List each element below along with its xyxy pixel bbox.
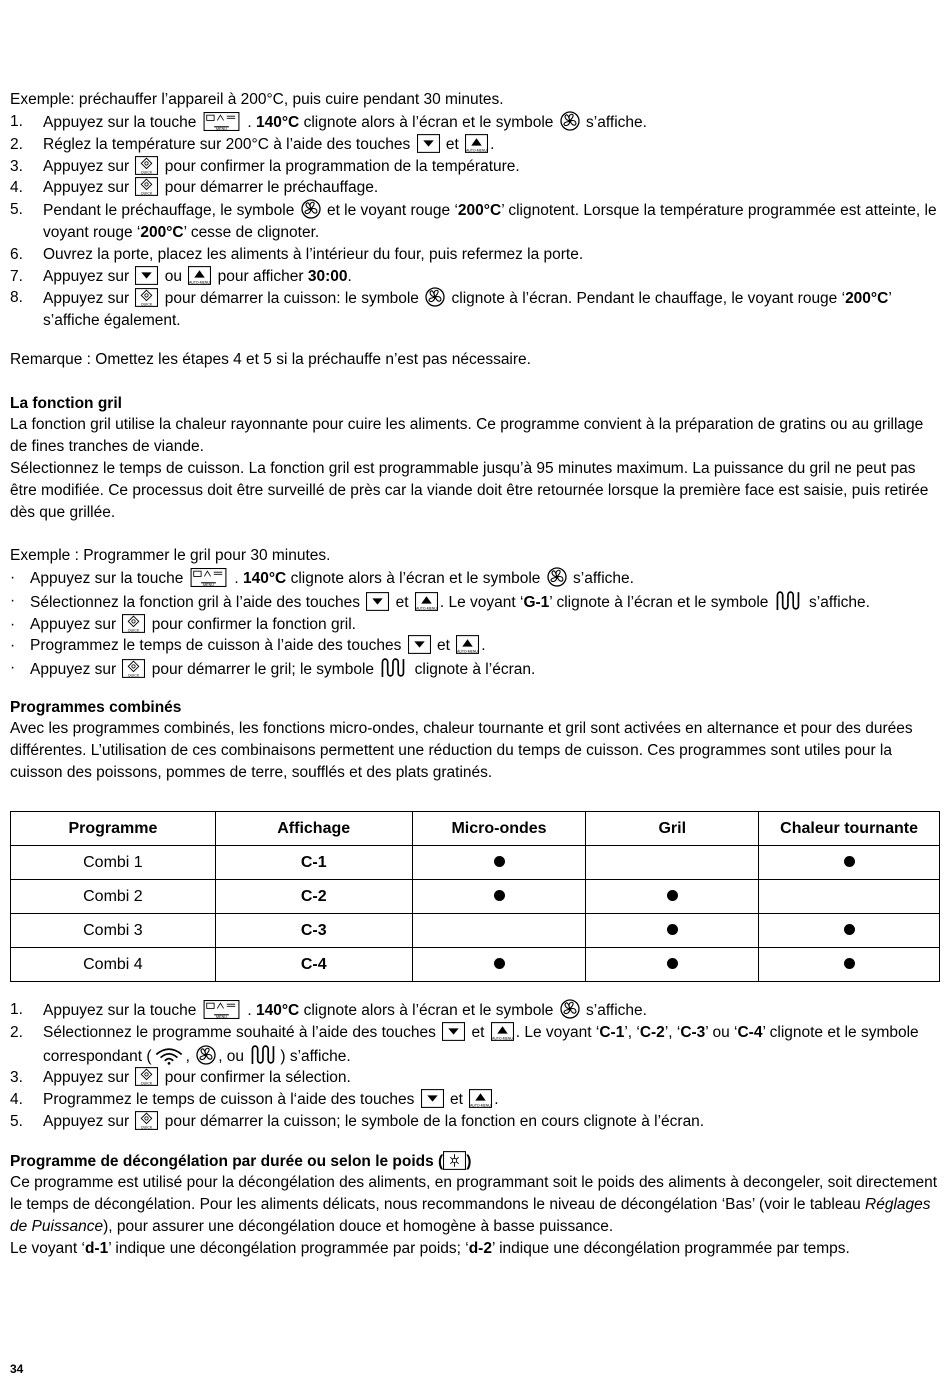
defrost-paragraph-1: Ce programme est utilisé pour la décongélation des aliments, en programmant soit le poids des aliments à decongeler, soit directement le temps de décongélation. Pour les aliments délicats, nous recommandons le niveau de décongélation ‘Bas’ (voir le tableau Réglages de Puissance), pour assurer une décongélation douce et homogène à basse puissance. — [10, 1174, 938, 1235]
list-item: 6. Ouvrez la porte, placez les aliments à l’intérieur du four, puis refermez la porte. — [10, 245, 584, 263]
grill-cell — [586, 846, 759, 880]
page-number: 34 — [10, 1362, 24, 1376]
menu-key-icon — [198, 112, 245, 131]
list-item: 5. Pendant le préchauffage, le symbole et le voyant rouge ‘200°C’ clignotent. Lorsque la température programmée est atteinte, le voyant rouge ‘200°C’ cesse de clignoter. — [10, 201, 937, 241]
grill-icon — [380, 657, 408, 678]
display-cell: C-2 — [215, 880, 412, 914]
grill-paragraph-2: Sélectionnez le temps de cuisson. La fonction gril est programmable jusqu’à 95 minutes maximum. La puissance du gril ne peut pas être modifiée. Ce processus doit être surveillé de près car la viande doit être retournée lorsque la première face est saisie, puis retirée dès que grillée. — [10, 460, 929, 521]
up-key-icon — [415, 592, 438, 611]
combi-table — [10, 811, 940, 982]
list-item: 5. Appuyez sur pour démarrer la cuisson; le symbole de la fonction en cours clignote à l’écran. — [10, 1112, 705, 1130]
active-dot — [667, 958, 678, 969]
combi-paragraph: Avec les programmes combinés, les fonctions micro-ondes, chaleur tournante et gril sont activées en alternance et pour des durées différentes. L’utilisation de ces combinaisons permettent une réduction du temps de cuisson. Ces programmes sont utiles pour la cuisson des poissons, pommes de terre, soufflés et des plats gratinés. — [10, 720, 913, 781]
program-cell: Combi 2 — [11, 880, 216, 914]
list-item: · Appuyez sur pour confirmer la fonction gril. — [10, 615, 356, 633]
list-item: 1. Appuyez sur la touche . 140°C clignote alors à l’écran et le symbole s’affiche. — [10, 1001, 647, 1019]
down-key-icon — [421, 1089, 444, 1108]
active-dot — [844, 856, 855, 867]
grill-title: La fonction gril — [10, 395, 122, 412]
active-dot — [844, 924, 855, 935]
quick-start-key-icon — [135, 1111, 158, 1130]
microwave-cell — [412, 914, 586, 948]
list-item: 8. Appuyez sur pour démarrer la cuisson: le symbole clignote à l’écran. Pendant le chauffage, le voyant rouge ‘200°C’ s’affiche également. — [10, 289, 892, 330]
down-key-icon — [135, 266, 158, 285]
down-key-icon — [442, 1022, 465, 1041]
table-row — [11, 914, 940, 948]
list-item: 7. Appuyez sur ou pour afficher 30:00. — [10, 267, 352, 285]
active-dot — [494, 958, 505, 969]
list-item: 3. Appuyez sur pour confirmer la programmation de la température. — [10, 157, 520, 175]
combi-steps — [10, 999, 940, 1133]
list-item: · Programmez le temps de cuisson à l’aide des touches et . — [10, 637, 486, 655]
active-dot — [494, 890, 505, 901]
convection-cell — [759, 880, 940, 914]
table-row — [11, 846, 940, 880]
microwave-cell — [412, 880, 586, 914]
fan-icon — [560, 111, 580, 131]
grill-example: Exemple : Programmer le gril pour 30 minutes. — [10, 547, 331, 564]
program-cell: Combi 4 — [11, 948, 216, 982]
defrost-title: Programme de décongélation par durée ou selon le poids ( ) — [10, 1153, 472, 1170]
fan-icon — [560, 999, 580, 1019]
up-key-icon — [469, 1089, 492, 1108]
list-item: 4. Appuyez sur pour démarrer le préchauffage. — [10, 179, 379, 197]
column-header: Micro-ondes — [412, 812, 586, 846]
defrost-icon — [443, 1151, 466, 1170]
menu-key-icon — [185, 568, 232, 587]
microwave-cell — [412, 846, 586, 880]
down-key-icon — [366, 592, 389, 611]
up-key-icon — [188, 266, 211, 285]
fan-icon — [196, 1045, 216, 1065]
column-header: Programme — [11, 812, 216, 846]
grill-icon — [775, 590, 803, 611]
program-cell: Combi 1 — [11, 846, 216, 880]
convection-cell — [759, 914, 940, 948]
quick-start-key-icon — [135, 177, 158, 196]
list-item: · Sélectionnez la fonction gril à l’aide des touches et . Le voyant ‘G-1’ clignote à l’écran et le symbole s’affiche. — [10, 591, 870, 611]
column-header: Gril — [586, 812, 759, 846]
quick-start-key-icon — [135, 1067, 158, 1086]
fan-icon — [301, 199, 321, 219]
grill-icon — [250, 1044, 278, 1065]
list-item: · Appuyez sur la touche . 140°C clignote alors à l’écran et le symbole s’affiche. — [10, 569, 634, 587]
list-item: 2. Réglez la température sur 200°C à l’aide des touches et . — [10, 135, 495, 153]
grill-cell — [586, 914, 759, 948]
column-header: Affichage — [215, 812, 412, 846]
combi-title: Programmes combinés — [10, 699, 182, 716]
grill-cell — [586, 880, 759, 914]
menu-key-icon — [198, 1000, 245, 1019]
list-item: 1. Appuyez sur la touche . 140°C clignote alors à l’écran et le symbole s’affiche. — [10, 113, 647, 131]
fan-icon — [425, 287, 445, 307]
fan-icon — [547, 567, 567, 587]
up-key-icon — [465, 134, 488, 153]
table-row — [11, 880, 940, 914]
microwave-icon — [154, 1046, 184, 1065]
program-cell: Combi 3 — [11, 914, 216, 948]
quick-start-key-icon — [135, 288, 158, 307]
active-dot — [494, 856, 505, 867]
active-dot — [844, 958, 855, 969]
preheat-steps — [10, 111, 940, 332]
list-item: 3. Appuyez sur pour confirmer la sélection. — [10, 1069, 351, 1087]
list-item: 2. Sélectionnez le programme souhaité à l’aide des touches et . Le voyant ‘C-1’, ‘C-2’, ‘C-3’ ou ‘C-4’ clignote et le symbole correspondant ( , , ou ) s’affiche. — [10, 1023, 919, 1065]
display-cell: C-1 — [215, 846, 412, 880]
active-dot — [667, 890, 678, 901]
remark: Remarque : Omettez les étapes 4 et 5 si la préchauffe n’est pas nécessaire. — [10, 351, 531, 368]
display-cell: C-3 — [215, 914, 412, 948]
table-header-row — [11, 812, 940, 846]
down-key-icon — [417, 134, 440, 153]
convection-cell — [759, 846, 940, 880]
list-item: · Appuyez sur pour démarrer le gril; le symbole clignote à l’écran. — [10, 659, 536, 679]
grill-paragraph-1: La fonction gril utilise la chaleur rayonnante pour cuire les aliments. Ce programme convient à la préparation de gratins ou au grillage de fines tranches de viande. — [10, 416, 924, 455]
up-key-icon — [491, 1022, 514, 1041]
down-key-icon — [408, 635, 431, 654]
quick-start-key-icon — [122, 659, 145, 678]
active-dot — [667, 924, 678, 935]
table-row — [11, 948, 940, 982]
quick-start-key-icon — [122, 614, 145, 633]
up-key-icon — [456, 635, 479, 654]
quick-start-key-icon — [135, 156, 158, 175]
display-cell: C-4 — [215, 948, 412, 982]
column-header: Chaleur tournante — [759, 812, 940, 846]
convection-cell — [759, 948, 940, 982]
grill-steps — [10, 567, 940, 681]
defrost-paragraph-2: Le voyant ‘d-1’ indique une décongélation programmée par poids; ‘d-2’ indique une décongélation programmée par temps. — [10, 1240, 850, 1257]
intro-example: Exemple: préchauffer l’appareil à 200°C, puis cuire pendant 30 minutes. — [10, 91, 504, 108]
grill-cell — [586, 948, 759, 982]
microwave-cell — [412, 948, 586, 982]
list-item: 4. Programmez le temps de cuisson à l‘aide des touches et . — [10, 1091, 499, 1109]
